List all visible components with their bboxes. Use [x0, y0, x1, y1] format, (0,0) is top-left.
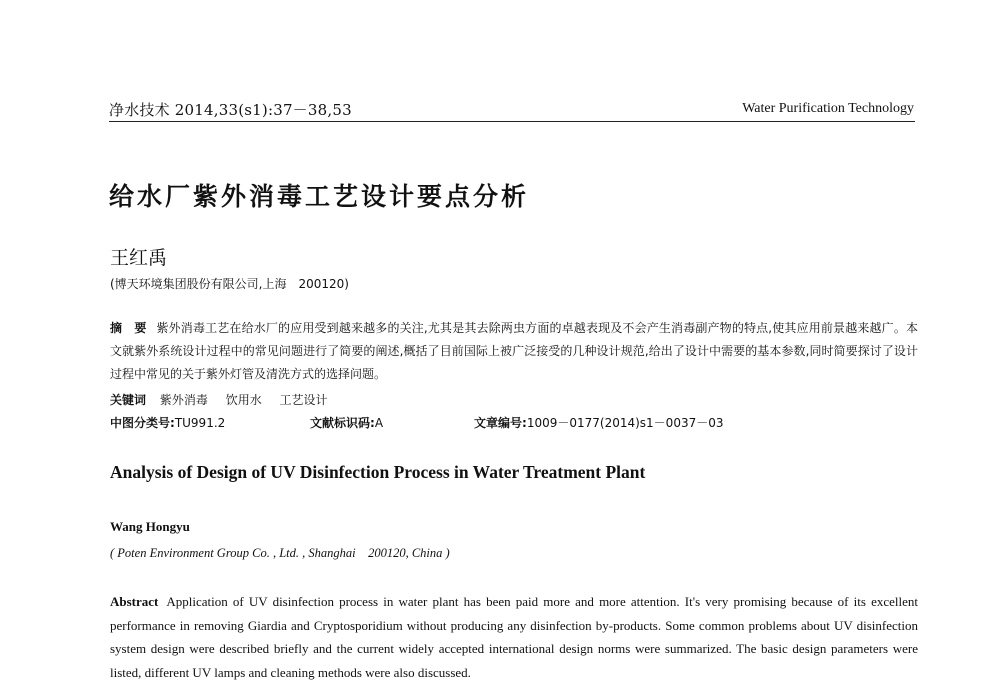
- doc-code-value: A: [374, 416, 384, 430]
- abstract-en-text: Application of UV disinfection process in water plant has been paid more and more attention. It's very promising because of its excellent performance in removing Giardia and Cryptosporidium without producing any disinfection by-products. Some common problems about UV disinfection system design were described briefly and the current widely accepted international design norms were summarized. The basic design parameters were listed, different UV lamps and cleaning methods were also discussed.: [110, 594, 918, 680]
- article-no-label: 文章编号:: [474, 416, 527, 430]
- clc-value: TU991.2: [174, 416, 226, 430]
- clc-label: 中图分类号:: [110, 416, 175, 430]
- author-cn: 王红禹: [110, 247, 168, 269]
- classification-line: [110, 414, 920, 432]
- keywords-cn: [110, 391, 342, 408]
- article-no-value: 1009－0177(2014)s1－0037－03: [526, 416, 724, 430]
- author-en: Wang Hongyu: [110, 519, 190, 534]
- header-divider: [109, 121, 915, 122]
- document-code: [310, 414, 383, 431]
- abstract-cn-text: 紫外消毒工艺在给水厂的应用受到越来越多的关注,尤其是其去除两虫方面的卓越表现及不会产生消毒副产物的特点,使其应用前景越来越广。本文就紫外系统设计过程中的常见问题进行了简要的阐述,概括了目前国际上被广泛接受的几种设计规范,给出了设计中需要的基本参数,同时简要探讨了设计过程中常见的关于紫外灯管及清洗方式的选择问题。: [110, 321, 918, 381]
- keyword-cn: 工艺设计: [279, 393, 328, 407]
- keywords-cn-label: 关键词: [110, 393, 147, 407]
- abstract-cn: [110, 317, 918, 386]
- journal-english-name: Water Purification Technology: [742, 101, 914, 116]
- affiliation-cn: (博天环境集团股份有限公司,上海 200120): [110, 277, 349, 291]
- clc-number: [110, 414, 225, 431]
- keyword-cn: 紫外消毒: [159, 393, 208, 407]
- paper-title-cn: 给水厂紫外消毒工艺设计要点分析: [109, 182, 530, 211]
- journal-citation: 净水技术 2014,33(s1):37－38,53: [109, 101, 352, 119]
- affiliation-en: ( Poten Environment Group Co. , Ltd. , Shanghai 200120, China ): [110, 546, 450, 560]
- article-number: [474, 414, 724, 431]
- paper-title-en: Analysis of Design of UV Disinfection Process in Water Treatment Plant: [110, 462, 646, 482]
- keyword-cn: 饮用水: [225, 393, 262, 407]
- abstract-cn-label: 摘 要: [110, 321, 147, 335]
- doc-code-label: 文献标识码:: [310, 416, 375, 430]
- abstract-en: [110, 590, 918, 684]
- abstract-en-label: Abstract: [110, 594, 159, 609]
